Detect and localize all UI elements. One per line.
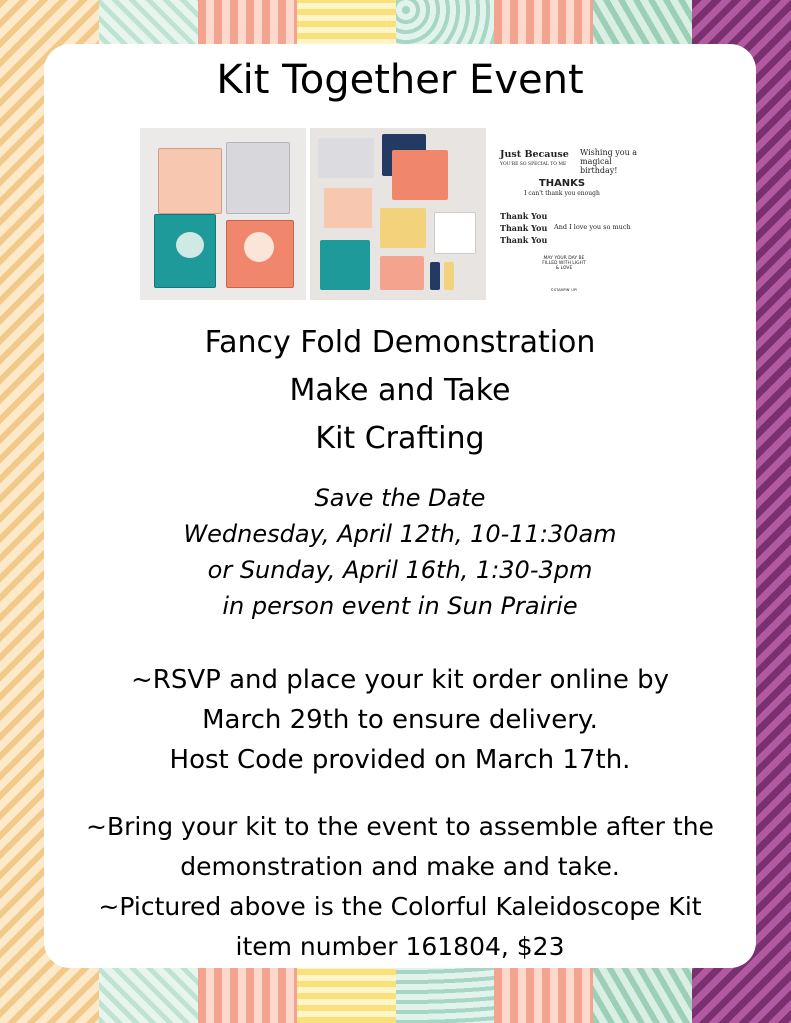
ribbon-image <box>444 262 454 290</box>
kaleidoscope-medallion <box>176 232 204 258</box>
stamp-sentiment: THANKS <box>538 178 586 189</box>
kaleidoscope-medallion <box>244 232 274 262</box>
stamp-sentiment: Thank You <box>500 211 548 221</box>
stamp-set-image <box>496 128 656 300</box>
envelope-image <box>226 142 290 214</box>
stamp-sentiment: MAY YOUR DAY BE FILLED WITH LIGHT & LOVE <box>542 256 586 272</box>
stamp-sentiment: Thank You <box>500 235 548 245</box>
rsvp-line: March 29th to ensure delivery. <box>202 705 598 735</box>
card-panel-image <box>434 212 476 254</box>
envelope-image <box>318 138 374 178</box>
finished-cards-photo <box>140 128 306 300</box>
stamp-sentiment: YOU'RE SO SPECIAL TO ME <box>500 162 567 167</box>
copyright-mark: ©STAMPIN' UP! <box>550 288 578 292</box>
save-the-date-heading: Save the Date <box>314 484 486 512</box>
flyer-card <box>44 44 756 968</box>
save-the-date <box>44 480 756 624</box>
gold-frame-image <box>380 208 426 248</box>
kit-note <box>44 807 756 967</box>
card-base-image <box>392 150 448 200</box>
stamp-sentiment: And I love you so much <box>554 223 631 231</box>
activity-item: Make and Take <box>289 373 511 408</box>
rsvp-note <box>44 660 756 780</box>
stamp-sentiment: I can't thank you enough <box>524 190 600 197</box>
kit-contents-photo <box>310 128 486 300</box>
activity-item: Kit Crafting <box>315 421 485 456</box>
card-panel-image <box>380 256 424 290</box>
stamp-sentiment: Wishing you a magical birthday! <box>580 148 638 176</box>
kit-photos <box>140 128 656 300</box>
rsvp-line: Host Code provided on March 17th. <box>169 745 631 775</box>
kit-note-line: ~Pictured above is the Colorful Kaleidoscope Kit <box>98 892 702 921</box>
stamp-sentiment: Just Because <box>500 149 569 160</box>
event-date: or Sunday, April 16th, 1:30-3pm <box>207 556 593 584</box>
activities-list <box>44 319 756 463</box>
kit-note-line: ~Bring your kit to the event to assemble after the <box>86 812 714 841</box>
page-title: Kit Together Event <box>216 57 584 103</box>
activity-item: Fancy Fold Demonstration <box>204 325 596 360</box>
kit-note-line: item number 161804, $23 <box>235 932 565 961</box>
card-image <box>158 148 222 214</box>
card-panel-image <box>320 240 370 290</box>
rsvp-line: ~RSVP and place your kit order online by <box>130 665 669 695</box>
event-date: Wednesday, April 12th, 10-11:30am <box>183 520 617 548</box>
event-location: in person event in Sun Prairie <box>222 592 578 620</box>
card-panel-image <box>324 188 372 228</box>
ribbon-image <box>430 262 440 290</box>
kit-note-line: demonstration and make and take. <box>180 852 620 881</box>
stamp-sentiment: Thank You <box>500 223 548 233</box>
